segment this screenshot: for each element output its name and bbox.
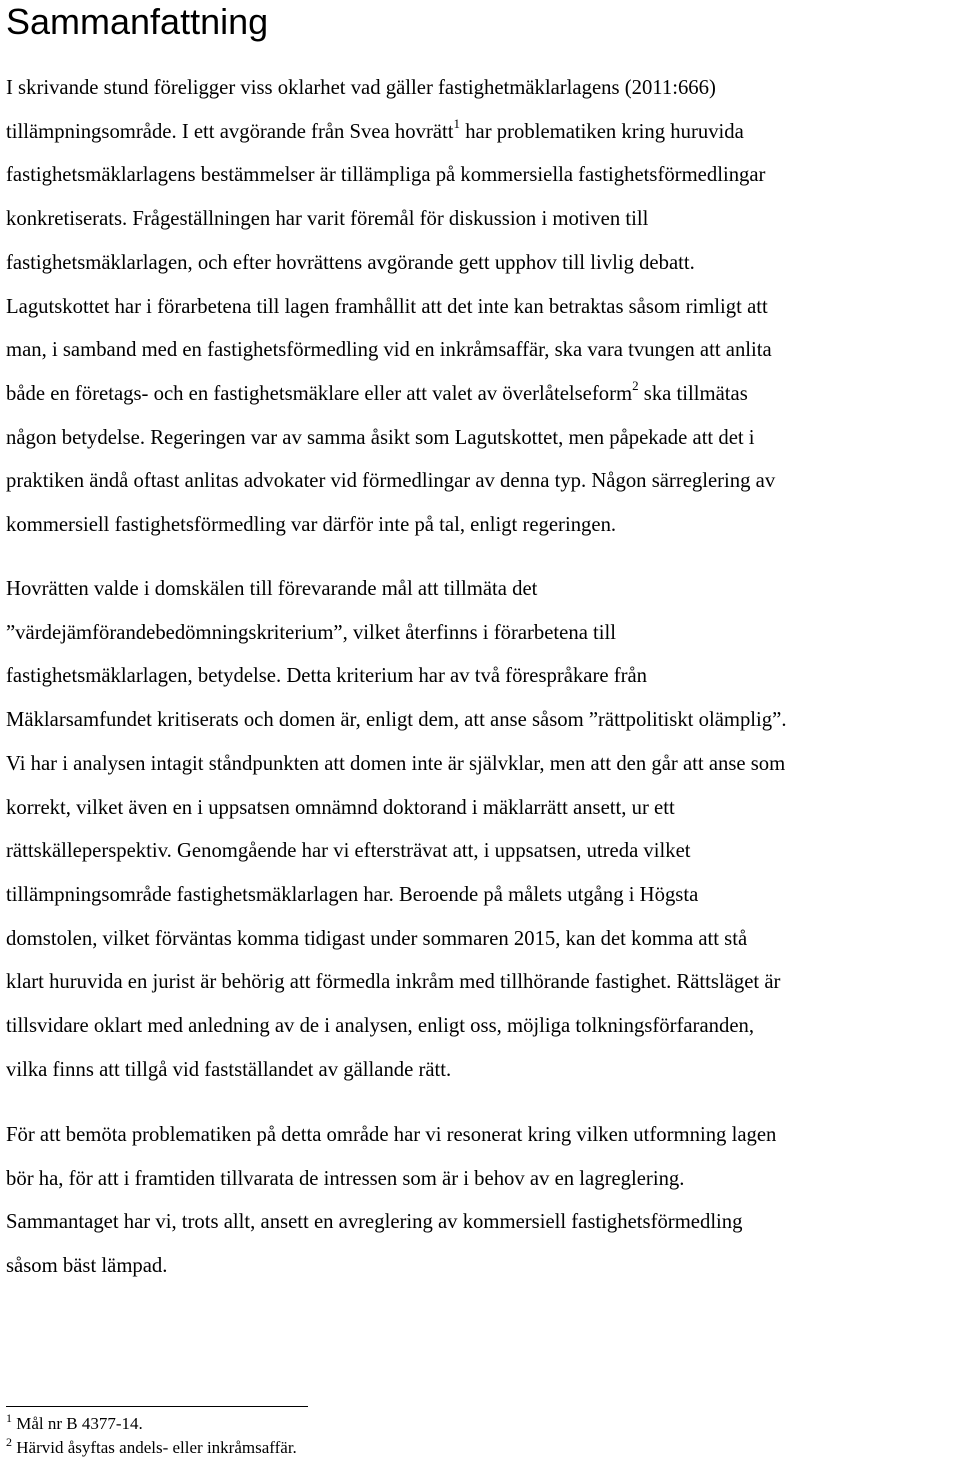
text-line: Vi har i analysen intagit ståndpunkten att domen inte är självklar, men att den går att anse som <box>6 752 786 775</box>
text-line: Sammantaget har vi, trots allt, ansett en avreglering av kommersiell fastighetsförmedling <box>6 1211 743 1234</box>
footnote-text: Härvid åsyftas andels- eller inkråmsaffär. <box>12 1438 297 1457</box>
text-line: såsom bäst lämpad. <box>6 1255 168 1278</box>
text-segment: ska tillmätas <box>638 382 748 405</box>
footnote-ref-1[interactable]: 1 <box>453 115 461 131</box>
text-line: För att bemöta problematiken på detta område har vi resonerat kring vilken utformning lagen <box>6 1124 777 1146</box>
text-line: rättskälleperspektiv. Genomgående har vi eftersträvat att, i uppsatsen, utreda vilket <box>6 840 691 863</box>
text-line: fastighetsmäklarlagen, betydelse. Detta kriterium har av två förespråkare från <box>6 665 648 688</box>
text-line: Mäklarsamfundet kritiserats och domen är, enligt dem, att anse såsom ”rättpolitiskt olämplig”. <box>6 709 787 732</box>
text-line: någon betydelse. Regeringen var av samma åsikt som Lagutskottet, men påpekade att det i <box>6 426 755 449</box>
footnote-number: 2 <box>6 1435 12 1449</box>
text-line: Lagutskottet har i förarbetena till lagen framhållit att det inte kan betraktas såsom rimligt att <box>6 295 768 318</box>
text-line: fastighetsmäklarlagens bestämmelser är tillämpliga på kommersiella fastighetsförmedlingar <box>6 164 766 187</box>
text-line: korrekt, vilket även en i uppsatsen omnämnd doktorand i mäklarrätt ansett, ur ett <box>6 796 675 819</box>
text-line: praktiken ändå oftast anlitas advokater vid förmedlingar av denna typ. Någon särreglering av <box>6 470 776 493</box>
text-line <box>6 373 775 417</box>
text-line: I skrivande stund föreligger viss oklarhet vad gäller fastighetmäklarlagens (2011:666) <box>6 77 716 99</box>
text-line: ”värdejämförandebedömningskriterium”, vilket återfinns i förarbetena till <box>6 621 617 644</box>
text-line: vilka finns att tillgå vid fastställandet av gällande rätt. <box>6 1058 452 1081</box>
text-line: tillämpningsområde fastighetsmäklarlagen har. Beroende på målets utgång i Högsta <box>6 883 699 906</box>
text-line <box>6 111 775 155</box>
footnote-1 <box>6 1412 297 1436</box>
text-line: kommersiell fastighetsförmedling var därför inte på tal, enligt regeringen. <box>6 514 617 537</box>
footnote-text: Mål nr B 4377-14. <box>12 1414 143 1433</box>
summary-paragraph-1 <box>6 67 775 548</box>
text-line: klart huruvida en jurist är behörig att förmedla inkråm med tillhörande fastighet. Rättsläget är <box>6 971 781 994</box>
footnotes <box>6 1412 297 1460</box>
footnote-divider <box>6 1406 308 1407</box>
footnote-ref-2[interactable]: 2 <box>632 377 639 393</box>
text-line: man, i samband med en fastighetsförmedling vid en inkråmsaffär, ska vara tvungen att anlita <box>6 339 772 362</box>
document-page <box>6 0 960 1457</box>
text-segment: tillämpningsområde. I ett avgörande från Svea hovrätt <box>6 120 454 143</box>
summary-paragraph-3 <box>6 1114 776 1289</box>
summary-paragraph-2 <box>6 568 787 1092</box>
footnote-number: 1 <box>6 1411 12 1425</box>
text-line: bör ha, för att i framtiden tillvarata de intressen som är i behov av en lagreglering. <box>6 1167 685 1190</box>
text-segment: både en företags- och en fastighetsmäklare eller att valet av överlåtelseform <box>6 382 633 405</box>
text-line: domstolen, vilket förväntas komma tidigast under sommaren 2015, kan det komma att stå <box>6 927 748 950</box>
text-segment: har problematiken kring huruvida <box>460 120 744 143</box>
page-title: Sammanfattning <box>6 1 269 42</box>
footnote-2 <box>6 1436 297 1460</box>
text-line: tillsvidare oklart med anledning av de i analysen, enligt oss, möjliga tolkningsförfaranden, <box>6 1015 755 1038</box>
text-line: Hovrätten valde i domskälen till förevarande mål att tillmäta det <box>6 578 538 600</box>
text-line: fastighetsmäklarlagen, och efter hovrättens avgörande gett upphov till livlig debatt. <box>6 251 695 274</box>
text-line: konkretiserats. Frågeställningen har varit föremål för diskussion i motiven till <box>6 208 649 231</box>
